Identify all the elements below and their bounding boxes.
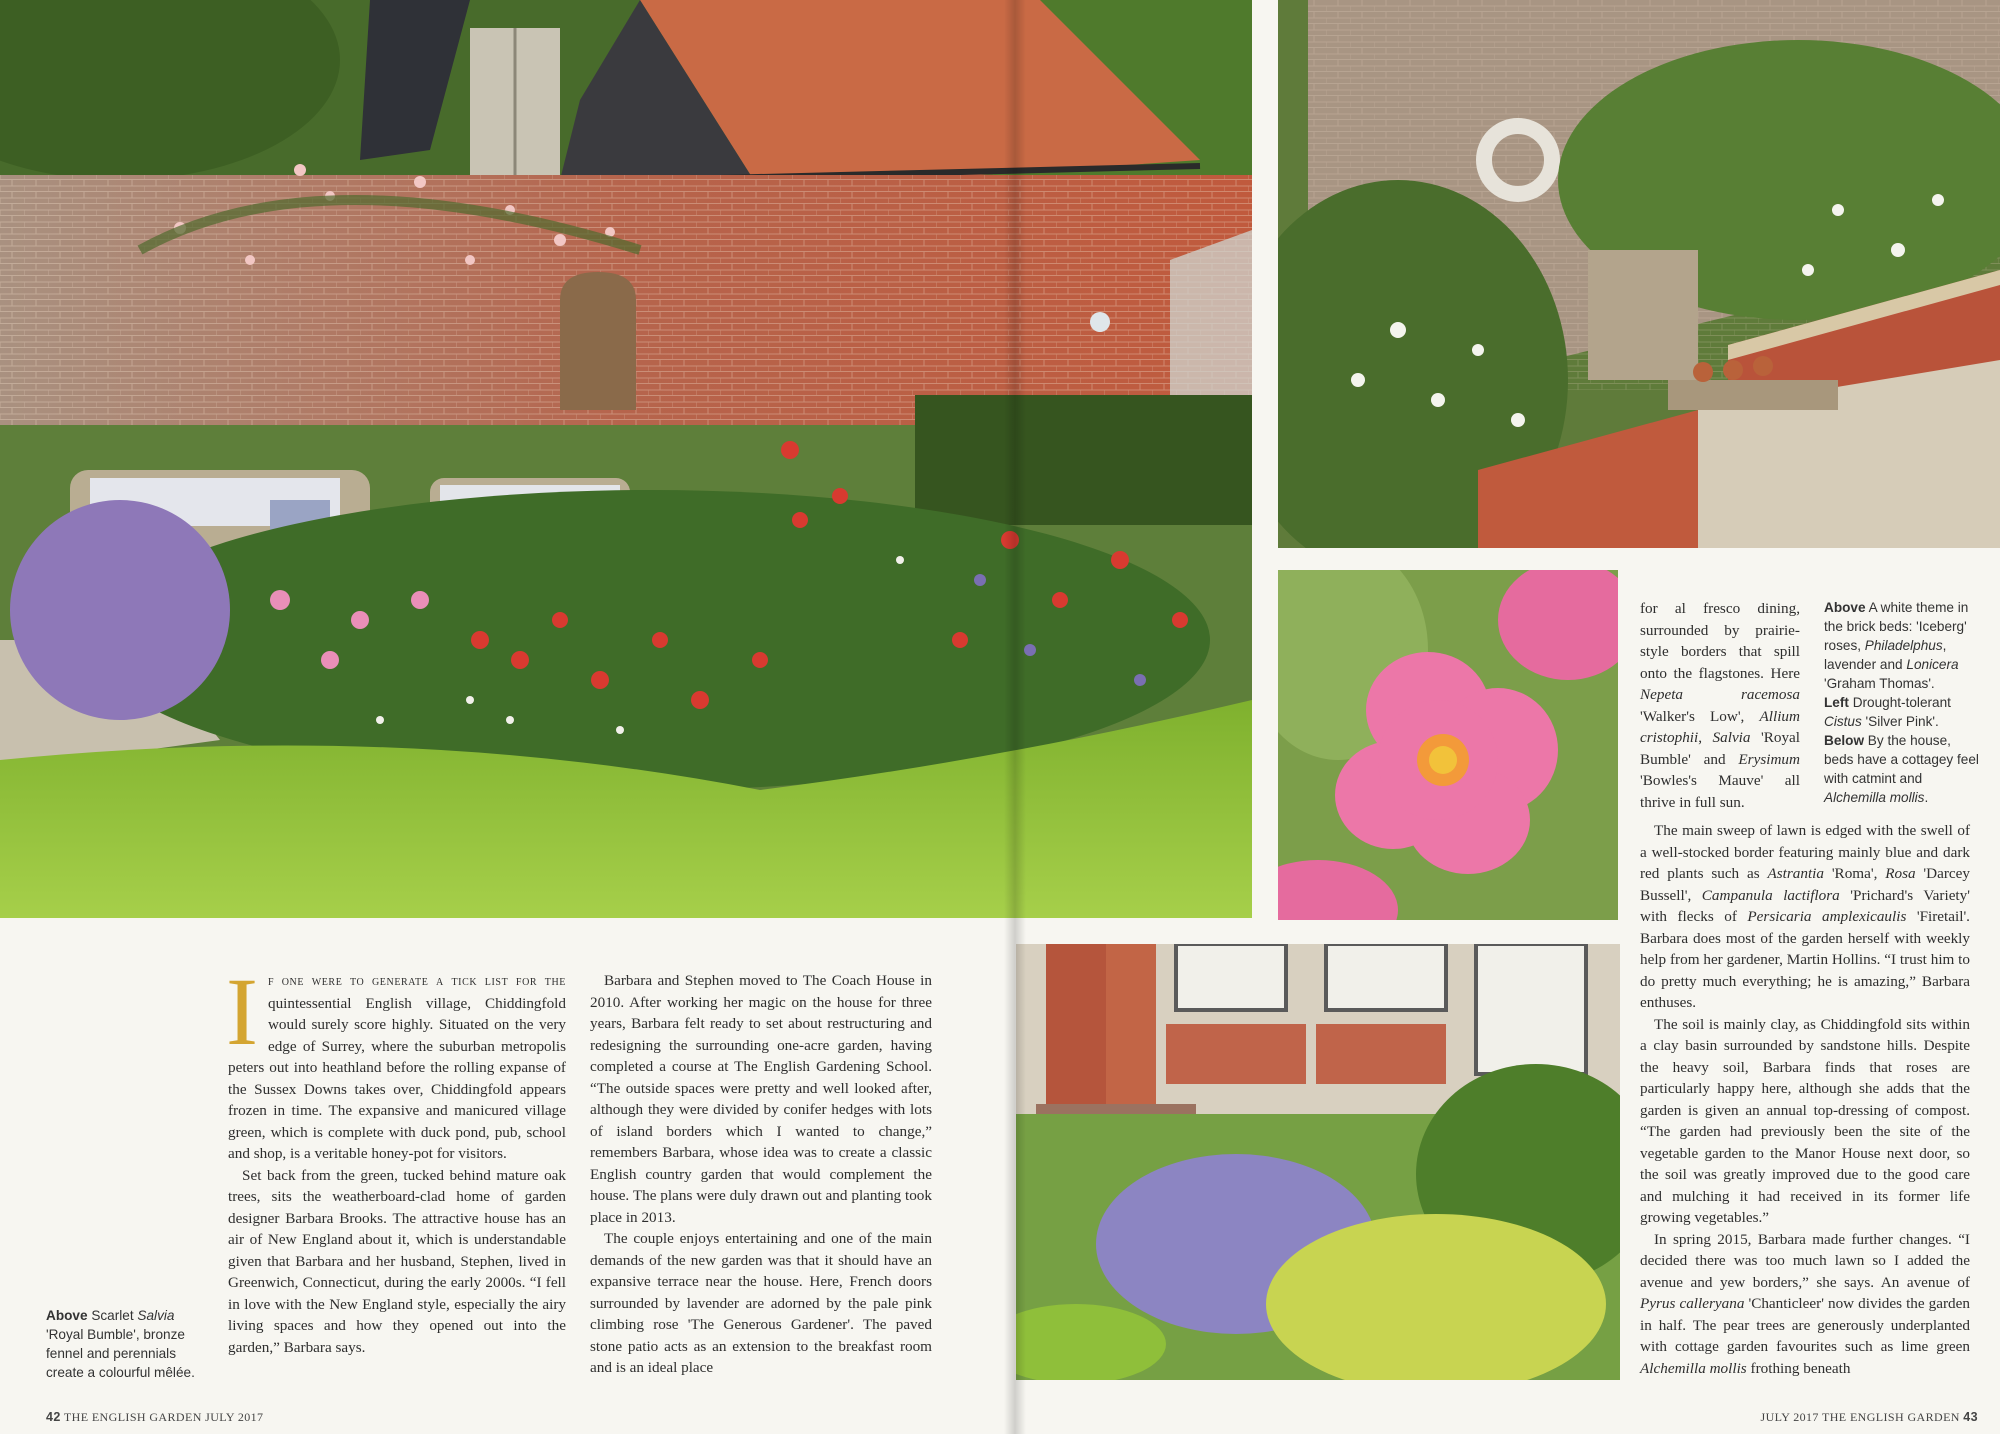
right-folio [1761, 1410, 1978, 1425]
white-brick-beds-photo [1278, 0, 2000, 548]
paragraph: for al fresco dining, surrounded by prairie-style borders that spill onto the flagstones. Here Nepeta racemosa 'Walker's Low', Allium cristophii, Salvia 'Royal Bumble' and Erysimum 'Bowles's Mauve' all thrive in full sun. [1640, 600, 1801, 811]
right-photo-captions: Above A white theme in the brick beds: 'Iceberg' roses, Philadelphus, lavender and Lonicera 'Graham Thomas'. Left Drought-tolerant Cistus 'Silver Pink'. Below By the house, beds have a cottagey feel with catmint and Alchemilla mollis. [1824, 600, 1979, 805]
paragraph: Barbara and Stephen moved to The Coach House in 2010. After working her magic on the house for three years, Barbara felt ready to set about restructuring and redesigning the surrounding one-acre garden, having completed a course at The English Gardening School. “The outside spaces were pretty and well looked after, although they were divided by conifer hedges with lots of island borders which I wanted to change,” remembers Barbara, whose idea was to create a classic English country garden that would complement the house. The plans were duly drawn out and planting took place in 2013. [590, 972, 932, 1226]
article-column-2 [590, 970, 932, 1379]
left-photo-caption: Above Scarlet Salvia 'Royal Bumble', bronze fennel and perennials create a colourful mêlée. [46, 1308, 195, 1380]
article-column-4 [1640, 820, 1970, 1379]
cistus-flower-photo [1278, 570, 1618, 920]
garden-border-photo [0, 0, 1252, 918]
paragraph: The soil is mainly clay, as Chiddingfold sits within a clay basin surrounded by sandstone hills. Despite the heavy soil, Barbara finds that roses are particularly happy here, although she adds that the garden is given an annual top-dressing of compost. “The garden had previously been the site of the vegetable garden to the Manor House next door, so the soil was greatly improved due to the good care and mulching it had received in its former life growing vegetables.” [1640, 1015, 1970, 1226]
article-column-1 [226, 958, 566, 1358]
article-column-3 [1640, 598, 1800, 813]
paragraph: The couple enjoys entertaining and one of the main demands of the new garden was that it should have an expansive terrace near the house. Here, French doors surrounded by lavender are adorned by the pale pink climbing rose 'The Generous Gardener'. The paved stone patio acts as an extension to the breakfast room and is an ideal place [590, 1230, 932, 1376]
page-number: 42 [46, 1410, 61, 1424]
opening-paragraph: If one were to generate a tick list for the quintessential English village, Chiddingfold would surely score highly. Situated on the very edge of Surrey, where the suburban metropolis peters out into heathland before the rolling expanse of the Sussex Downs takes over, Chiddingfold appears frozen in time. The expansive and manicured village green, which is complete with duck pond, pub, school and shop, is a veritable honey-pot for visitors. [226, 958, 566, 1162]
paragraph: Set back from the green, tucked behind mature oak trees, sits the weatherboard-clad home of garden designer Barbara Brooks. The attractive house has an air of New England about it, which is understandable given that Barbara and her husband, Stephen, lived in Greenwich, Connecticut, during the early 2000s. “I fell in love with the New England style, especially the airy living spaces and how they opened out into the garden,” Barbara says. [228, 1166, 566, 1356]
folio-text: THE ENGLISH GARDEN JULY 2017 [63, 1410, 264, 1424]
cottage-beds-photo [1016, 944, 1620, 1380]
folio-text: JULY 2017 THE ENGLISH GARDEN [1760, 1410, 1960, 1424]
drop-cap: I [226, 958, 258, 1065]
page-number: 43 [1963, 1410, 1978, 1424]
left-folio [46, 1410, 263, 1425]
paragraph: In spring 2015, Barbara made further changes. “I decided there was too much lawn so I added the avenue and yew borders,” she says. An avenue of Pyrus calleryana 'Chanticleer' now divides the garden in half. The pear trees are generously underplanted with cottage garden favourites such as lime green Alchemilla mollis frothing beneath [1640, 1230, 1970, 1377]
paragraph: The main sweep of lawn is edged with the swell of a well-stocked border featuring mainly blue and dark red plants such as Astrantia 'Roma', Rosa 'Darcey Bussell', Campanula lactiflora 'Prichard's Variety' with flecks of Persicaria amplexicaulis 'Firetail'. Barbara does most of the garden herself with weekly help from her gardener, Martin Hollins. “I trust him to do pretty much everything; he is amazing,” Barbara enthuses. [1640, 822, 1970, 1011]
